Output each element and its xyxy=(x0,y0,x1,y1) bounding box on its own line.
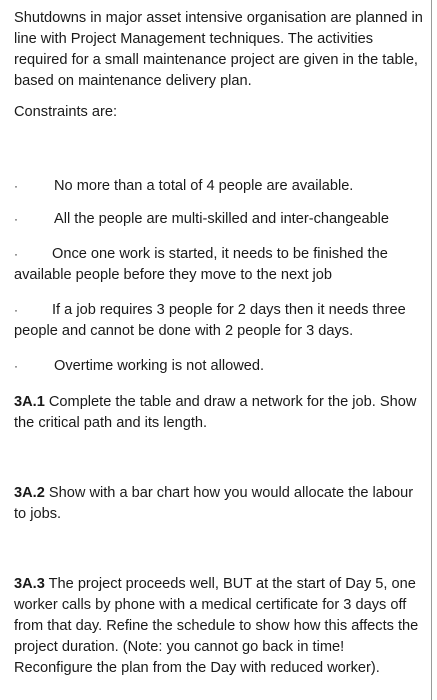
question-3a2 xyxy=(14,483,426,525)
question-id: 3A.1 xyxy=(14,394,45,410)
bullet-icon: · xyxy=(14,247,18,261)
constraint-item xyxy=(14,244,426,286)
constraint-item xyxy=(14,176,426,197)
question-id: 3A.3 xyxy=(14,576,45,592)
constraint-text: If a job requires 3 people for 2 days then it needs three people and cannot be done with 2 people for 3 days. xyxy=(14,302,406,339)
constraint-item xyxy=(14,356,426,377)
question-text: Show with a bar chart how you would allocate the labour to jobs. xyxy=(14,485,414,522)
constraint-item xyxy=(14,209,426,230)
question-text: The project proceeds well, BUT at the start of Day 5, one worker calls by phone with a medical certificate for 3 days off from that day. Refine the schedule to show how this affects the project duration. (Note: you cannot go back in time! Reconfigure the plan from the Day with reduced worker). xyxy=(14,576,419,676)
bullet-icon: · xyxy=(14,359,18,373)
constraint-text: Once one work is started, it needs to be finished the available people before they move to the next job xyxy=(14,246,388,283)
question-3a3 xyxy=(14,574,426,679)
bullet-icon: · xyxy=(14,303,18,317)
constraint-text: No more than a total of 4 people are available. xyxy=(54,178,354,194)
constraints-heading: Constraints are: xyxy=(14,104,118,120)
question-text: Complete the table and draw a network for the job. Show the critical path and its length. xyxy=(14,394,417,431)
bullet-icon: · xyxy=(14,179,18,193)
right-border-line xyxy=(431,0,432,700)
constraint-text: Overtime working is not allowed. xyxy=(54,358,265,374)
constraint-text: All the people are multi-skilled and inter-changeable xyxy=(54,211,390,227)
question-3a1 xyxy=(14,392,426,434)
constraint-item xyxy=(14,300,426,342)
bullet-icon: · xyxy=(14,212,18,226)
intro-paragraph: Shutdowns in major asset intensive organisation are planned in line with Project Management techniques. The activities required for a small maintenance project are given in the table, based on maintenance delivery plan. xyxy=(14,10,423,89)
question-id: 3A.2 xyxy=(14,485,45,501)
